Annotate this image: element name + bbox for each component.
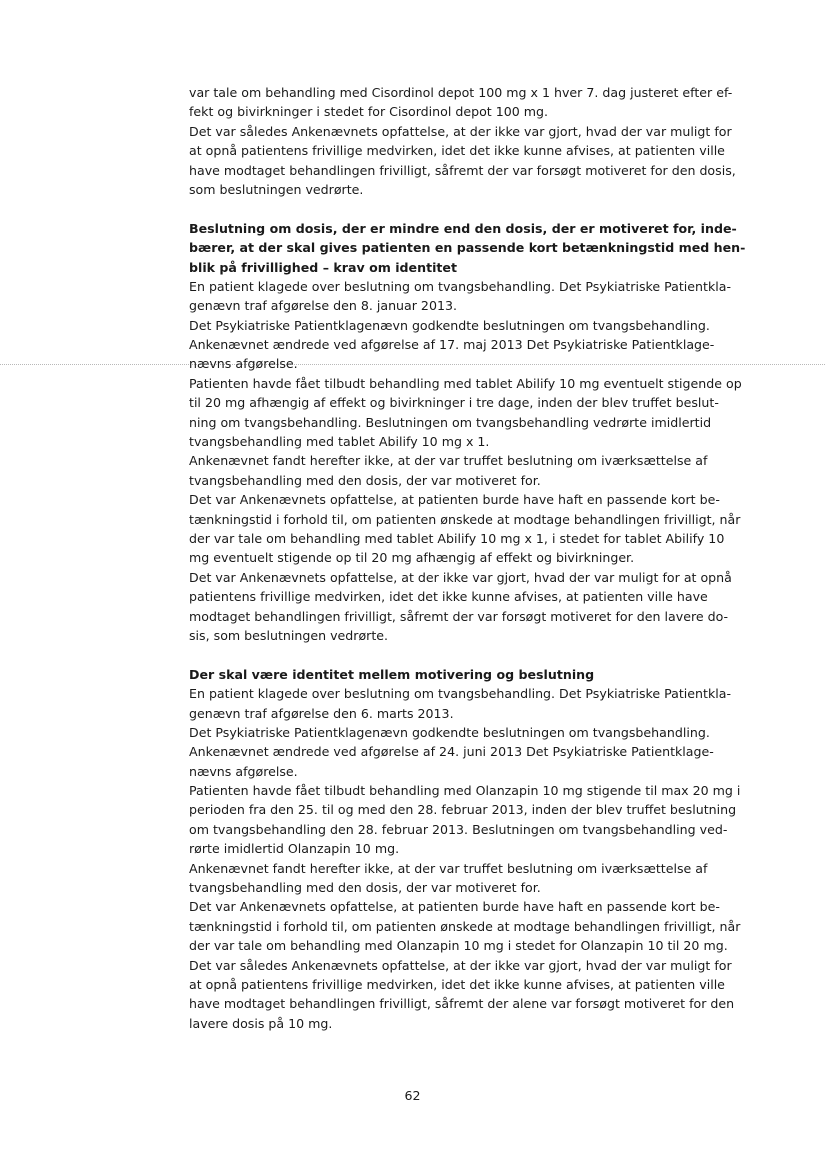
text-line: Det var således Ankenævnets opfattelse, at der ikke var gjort, hvad der var muligt for <box>189 123 732 139</box>
text-line: lavere dosis på 10 mg. <box>189 1015 333 1031</box>
text-line: der var tale om behandling med Olanzapin 10 mg i stedet for Olanzapin 10 til 20 mg. <box>189 938 728 954</box>
paragraph-spacer <box>189 199 739 218</box>
section-body-dosis <box>189 277 742 645</box>
text-line: at opnå patientens frivillige medvirken, idet det ikke kunne afvises, at patienten ville <box>189 143 725 159</box>
text-line: var tale om behandling med Cisordinol depot 100 mg x 1 hver 7. dag justeret efter ef- <box>189 85 733 100</box>
text-line: om tvangsbehandling den 28. februar 2013. Beslutningen om tvangsbehandling ved- <box>189 821 728 837</box>
heading-line: Der skal være identitet mellem motivering og beslutning <box>189 666 595 682</box>
page-number: 62 <box>404 1088 421 1103</box>
text-line: at opnå patientens frivillige medvirken, idet det ikke kunne afvises, at patienten ville <box>189 976 725 992</box>
text-line: ning om tvangsbehandling. Beslutningen om tvangsbehandling vedrørte imidlertid <box>189 414 712 430</box>
text-line: Ankenævnet fandt herefter ikke, at der var truffet beslutning om iværksættelse af <box>189 860 708 876</box>
text-line: patientens frivillige medvirken, idet det ikke kunne afvises, at patienten ville have <box>189 589 708 605</box>
text-line: mg eventuelt stigende op til 20 mg afhængig af effekt og bivirkninger. <box>189 550 635 566</box>
text-line: der var tale om behandling med tablet Abilify 10 mg x 1, i stedet for tablet Abilify 10 <box>189 530 725 546</box>
text-line: rørte imidlertid Olanzapin 10 mg. <box>189 841 400 857</box>
text-line: Det var Ankenævnets opfattelse, at der ikke var gjort, hvad der var muligt for at opnå <box>189 569 732 585</box>
text-line: fekt og bivirkninger i stedet for Cisordinol depot 100 mg. <box>189 104 549 120</box>
text-line: Ankenævnet ændrede ved afgørelse af 24. juni 2013 Det Psykiatriske Patientklage- <box>189 744 714 760</box>
text-line: til 20 mg afhængig af effekt og bivirkninger i tre dage, inden der blev truffet beslut- <box>189 395 719 411</box>
text-line: Det Psykiatriske Patientklagenævn godkendte beslutningen om tvangsbehandling. <box>189 317 710 333</box>
text-line: have modtaget behandlingen frivilligt, såfremt der alene var forsøgt motiveret for den <box>189 996 735 1012</box>
paragraph-spacer <box>189 645 739 664</box>
text-line: genævn traf afgørelse den 6. marts 2013. <box>189 705 454 721</box>
text-line: Det var Ankenævnets opfattelse, at patienten burde have haft en passende kort be- <box>189 899 720 915</box>
section-heading-dosis <box>189 219 746 277</box>
text-line: Ankenævnet ændrede ved afgørelse af 17. maj 2013 Det Psykiatriske Patientklage- <box>189 337 715 353</box>
heading-line: blik på frivillighed – krav om identitet <box>189 259 457 275</box>
text-line: som beslutningen vedrørte. <box>189 181 364 197</box>
text-line: Patienten havde fået tilbudt behandling med tablet Abilify 10 mg eventuelt stigende op <box>189 375 742 391</box>
text-line: perioden fra den 25. til og med den 28. februar 2013, inden der blev truffet beslutning <box>189 802 737 818</box>
text-line: tvangsbehandling med den dosis, der var motiveret for. <box>189 472 541 488</box>
text-line: tvangsbehandling med den dosis, der var motiveret for. <box>189 880 541 896</box>
text-line: tænkningstid i forhold til, om patienten ønskede at modtage behandlingen frivilligt, når <box>189 511 741 527</box>
text-line: Det var Ankenævnets opfattelse, at patienten burde have haft en passende kort be- <box>189 492 720 508</box>
text-line: Det Psykiatriske Patientklagenævn godkendte beslutningen om tvangsbehandling. <box>189 724 710 740</box>
text-line: nævns afgørelse. <box>189 356 298 372</box>
text-line: sis, som beslutningen vedrørte. <box>189 627 389 643</box>
page-body <box>189 83 746 1033</box>
text-line: Ankenævnet fandt herefter ikke, at der var truffet beslutning om iværksættelse af <box>189 453 708 469</box>
intro-paragraph <box>189 83 739 199</box>
heading-line: bærer, at der skal gives patienten en passende kort betænkningstid med hen- <box>189 240 746 256</box>
text-line: En patient klagede over beslutning om tvangsbehandling. Det Psykiatriske Patientkla- <box>189 278 732 294</box>
text-line: tænkningstid i forhold til, om patienten ønskede at modtage behandlingen frivilligt, når <box>189 918 741 934</box>
text-line: En patient klagede over beslutning om tvangsbehandling. Det Psykiatriske Patientkla- <box>189 686 732 702</box>
text-line: Patienten havde fået tilbudt behandling med Olanzapin 10 mg stigende til max 20 mg i <box>189 783 741 799</box>
text-line: genævn traf afgørelse den 8. januar 2013. <box>189 298 457 314</box>
text-line: tvangsbehandling med tablet Abilify 10 mg x 1. <box>189 434 490 450</box>
section-heading-identitet <box>189 665 739 684</box>
text-line: modtaget behandlingen frivilligt, såfremt der var forsøgt motiveret for den lavere do- <box>189 608 729 624</box>
text-line: nævns afgørelse. <box>189 763 298 779</box>
text-line: Det var således Ankenævnets opfattelse, at der ikke var gjort, hvad der var muligt for <box>189 957 732 973</box>
text-line: have modtaget behandlingen frivilligt, såfremt der var forsøgt motiveret for den dosis, <box>189 162 736 178</box>
section-body-identitet <box>189 684 739 1033</box>
heading-line: Beslutning om dosis, der er mindre end den dosis, der er motiveret for, inde- <box>189 220 737 236</box>
